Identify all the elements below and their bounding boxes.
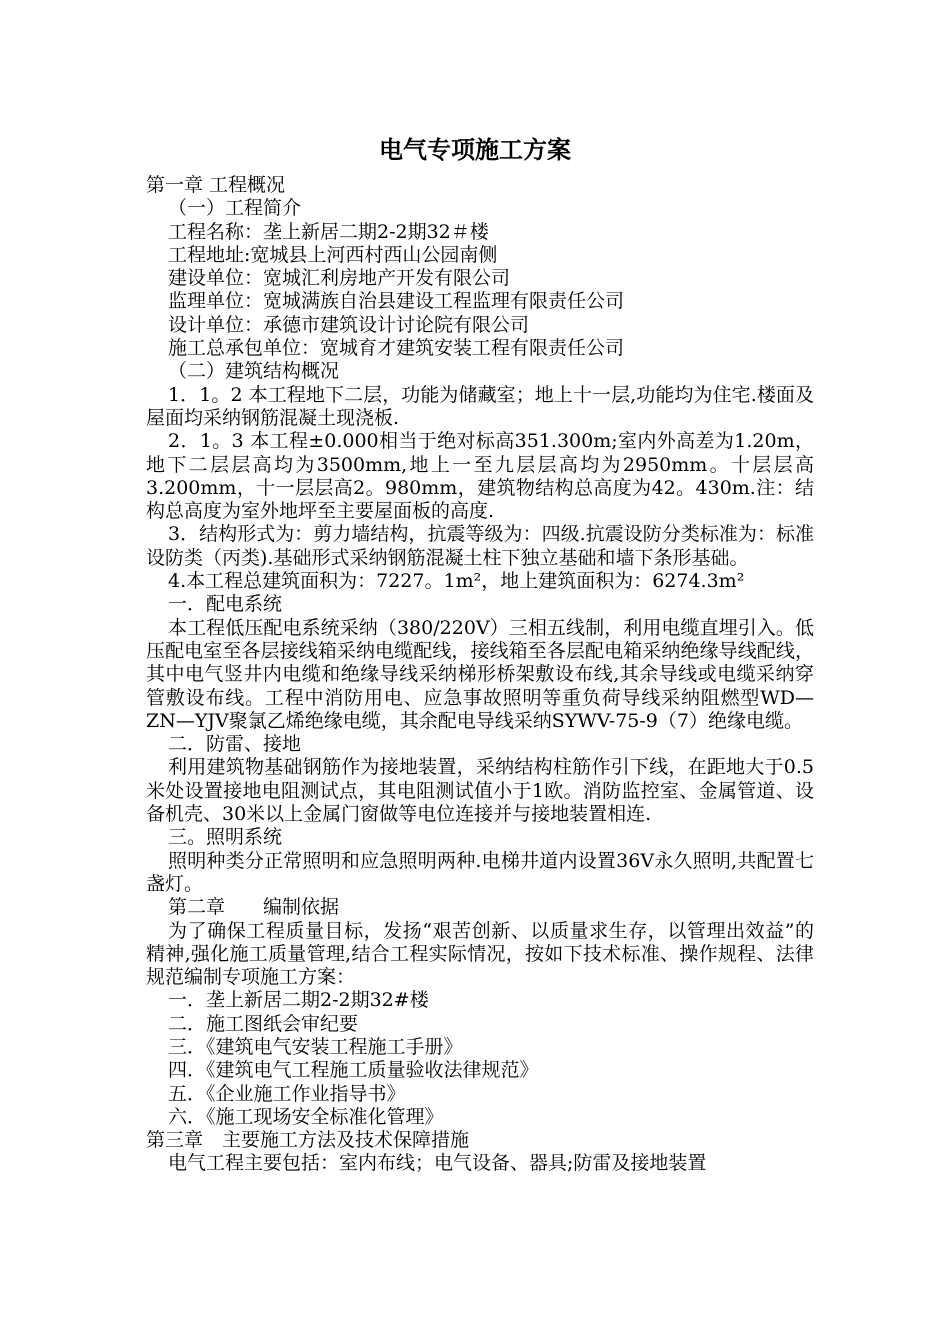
chapter-3-paragraph: 电气工程主要包括：室内布线；电气设备、器具;防雷及接地装置	[168, 1152, 707, 1175]
lightning-grounding-paragraph: 利用建筑物基础钢筋作为接地装置，采纳结构柱筋作引下线，在距地大于0.5米处设置接地电阻测试点，其电阻测试值小于1欧。消防监控室、金属管道、设备机壳、30米以上金属门窗做等电位连接并与接地装置相连.	[146, 756, 814, 826]
structure-paragraph-1: 1．1。2 本工程地下二层，功能为储藏室；地上十一层,功能均为住宅.楼面及屋面均采纳钢筋混凝土现浇板.	[146, 383, 814, 429]
structure-paragraph-3: 3．结构形式为：剪力墙结构，抗震等级为：四级.抗震设防分类标准为：标准设防类（丙类).基础形式采纳钢筋混凝土柱下独立基础和墙下条形基础。	[146, 523, 814, 569]
chapter-1-heading: 第一章 工程概况	[146, 174, 286, 196]
basis-item: 四．《建筑电气工程施工质量验收法律规范》	[168, 1059, 539, 1082]
basis-item: 三．《建筑电气安装工程施工手册》	[168, 1035, 463, 1058]
chapter-2-heading: 第二章 编制依据	[168, 896, 340, 919]
project-address: 工程地址:宽城县上河西村西山公园南侧	[168, 243, 498, 266]
section-structure-heading: （二）建筑结构概况	[168, 360, 340, 383]
lightning-grounding-heading: 二．防雷、接地	[168, 733, 302, 756]
supervisor-unit: 监理单位：宽城满族自治县建设工程监理有限责任公司	[168, 290, 625, 313]
basis-item: 二．施工图纸会审纪要	[168, 1012, 359, 1035]
basis-item: 一．垄上新居二期2-2期32#楼	[168, 989, 429, 1012]
structure-paragraph-4: 4.本工程总建筑面积为：7227。1m²，地上建筑面积为：6274.3m²	[168, 570, 745, 593]
designer-unit: 设计单位：承德市建筑设计讨论院有限公司	[168, 313, 530, 336]
basis-item: 六．《施工现场安全标准化管理》	[168, 1105, 444, 1128]
project-name: 工程名称：垄上新居二期2-2期32＃楼	[168, 220, 489, 243]
document-title: 电气专项施工方案	[379, 135, 571, 164]
structure-paragraph-2: 2．1。3 本工程±0.000相当于绝对标高351.300m;室内外高差为1.20m，地下二层层高均为3500mm,地上一至九层层高均为2950mm。十层层高3.200mm，十一层层高2。980mm，建筑物结构总高度为42。430m.注：结构总高度为室外地坪至主要屋面板的高度.	[146, 430, 814, 523]
power-system-heading: 一．配电系统	[168, 593, 283, 616]
contractor-unit: 施工总承包单位：宽城育才建筑安装工程有限责任公司	[168, 337, 625, 360]
lighting-system-heading: 三。照明系统	[168, 826, 283, 849]
basis-item: 五．《企业施工作业指导书》	[168, 1082, 406, 1105]
basis-paragraph: 为了确保工程质量目标，发扬“艰苦创新、以质量求生存，以管理出效益”的精神,强化施工质量管理,结合工程实际情况，按如下技术标准、操作规程、法律规范编制专项施工方案：	[146, 919, 814, 989]
document-body	[146, 174, 814, 1176]
builder-unit: 建设单位：宽城汇利房地产开发有限公司	[168, 267, 511, 290]
lighting-system-paragraph: 照明种类分正常照明和应急照明两种.电梯井道内设置36V永久照明,共配置七盏灯。	[146, 849, 814, 895]
chapter-3-heading: 第三章 主要施工方法及技术保障措施	[146, 1129, 470, 1152]
section-project-intro-heading: （一）工程简介	[168, 197, 302, 220]
power-system-paragraph: 本工程低压配电系统采纳（380/220V）三相五线制，利用电缆直埋引入。低压配电室至各层接线箱采纳电缆配线，接线箱至各层配电箱采纳绝缘导线配线，其中电气竖井内电缆和绝缘导线采纳梯形桥架敷设布线,其余导线或电缆采纳穿管敷设布线。工程中消防用电、应急事故照明等重负荷导线采纳阻燃型WD—ZN—YJV聚氯乙烯绝缘电缆，其余配电导线采纳SYWV-75-9（7）绝缘电缆。	[146, 616, 814, 732]
